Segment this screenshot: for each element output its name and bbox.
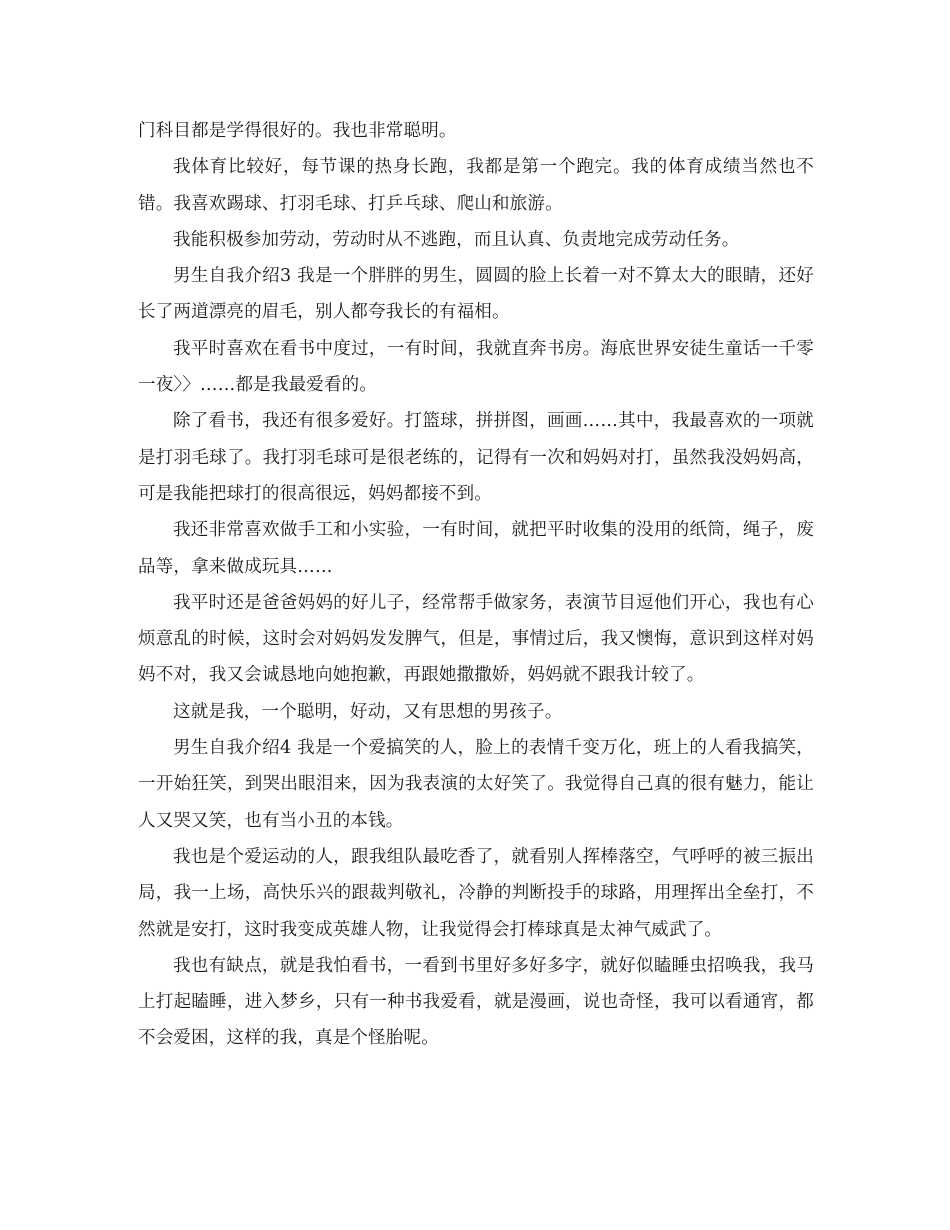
paragraph-4: 男生自我介绍3 我是一个胖胖的男生，圆圆的脸上长着一对不算太大的眼睛，还好长了两道漂亮的眉毛，别人都夸我长的有福相。	[138, 266, 814, 323]
paragraph-10: 男生自我介绍4 我是一个爱搞笑的人，脸上的表情千变万化，班上的人看我搞笑，一开始狂笑，到哭出眼泪来，因为我表演的太好笑了。我觉得自己真的很有魅力，能让人又哭又笑，也有当小丑的本钱。	[138, 738, 814, 831]
document-body	[138, 113, 814, 1057]
paragraph-8: 我平时还是爸爸妈妈的好儿子，经常帮手做家务，表演节目逗他们开心，我也有心烦意乱的时候，这时会对妈妈发发脾气，但是，事情过后，我又懊悔，意识到这样对妈妈不对，我又会诚恳地向她抱歉，再跟她撒撒娇，妈妈就不跟我计较了。	[138, 592, 814, 686]
paragraph-1: 门科目都是学得很好的。我也非常聪明。	[138, 121, 457, 141]
paragraph-7: 我还非常喜欢做手工和小实验，一有时间，就把平时收集的没用的纸筒，绳子，废品等，拿来做成玩具……	[138, 520, 814, 577]
paragraph-6: 除了看书，我还有很多爱好。打篮球，拼拼图，画画……其中，我最喜欢的一项就是打羽毛球了。我打羽毛球可是很老练的，记得有一次和妈妈对打，虽然我没妈妈高，可是我能把球打的很高很远，妈妈都接不到。	[138, 411, 814, 504]
paragraph-5: 我平时喜欢在看书中度过，一有时间，我就直奔书房。海底世界安徒生童话一千零一夜〉〉……都是我最爱看的。	[138, 338, 814, 396]
paragraph-11: 我也是个爱运动的人，跟我组队最吃香了，就看别人挥棒落空，气呼呼的被三振出局，我一上场，高快乐兴的跟裁判敬礼，冷静的判断投手的球路，用理挥出全垒打，不然就是安打，这时我变成英雄人物，让我觉得会打棒球真是太神气威武了。	[138, 846, 814, 940]
paragraph-2: 我体育比较好，每节课的热身长跑，我都是第一个跑完。我的体育成绩当然也不错。我喜欢踢球、打羽毛球、打乒乓球、爬山和旅游。	[138, 157, 814, 214]
paragraph-12: 我也有缺点，就是我怕看书，一看到书里好多好多字，就好似瞌睡虫招唤我，我马上打起瞌睡，进入梦乡，只有一种书我爱看，就是漫画，说也奇怪，我可以看通宵，都不会爱困，这样的我，真是个怪胎呢。	[138, 955, 814, 1049]
paragraph-3: 我能积极参加劳动，劳动时从不逃跑，而且认真、负责地完成劳动任务。	[173, 229, 740, 250]
paragraph-9: 这就是我，一个聪明，好动，又有思想的男孩子。	[173, 701, 563, 722]
